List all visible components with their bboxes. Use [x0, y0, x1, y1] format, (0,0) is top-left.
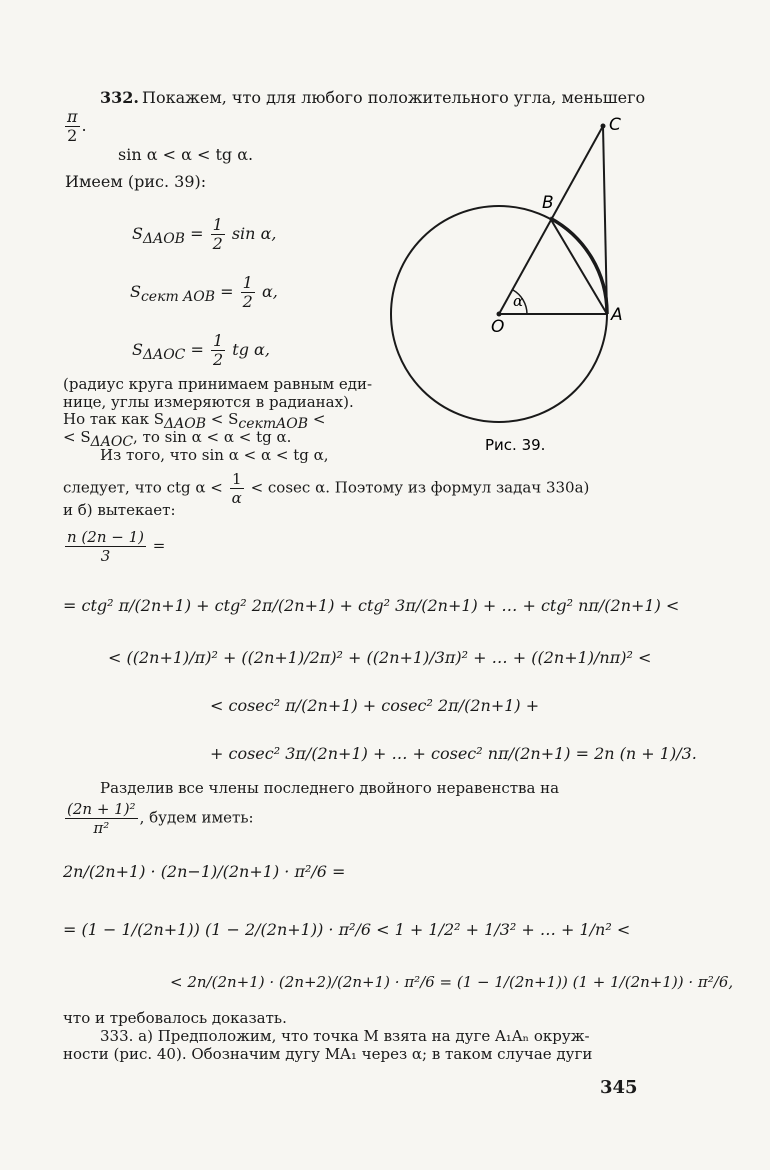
- area-aoc-formula: [132, 332, 270, 369]
- lhs-den: 3: [100, 547, 111, 565]
- follows-a: следует, что ctg α <: [63, 478, 223, 497]
- problem-intro: Покажем, что для любого положительного угла, меньшего: [142, 88, 646, 107]
- label-b: B: [542, 193, 554, 213]
- area-aoc-rhs: tg α,: [232, 340, 270, 359]
- follows-den: α: [231, 489, 242, 507]
- qed-line: что и требовалось доказать.: [63, 1009, 287, 1027]
- label-c: C: [609, 115, 621, 135]
- pi-symbol: π: [67, 107, 78, 126]
- area-aoc-num: 1: [212, 331, 224, 350]
- lhs-formula: [63, 528, 165, 565]
- area-aob-eq: =: [190, 224, 204, 243]
- area-aoc-den: 2: [212, 350, 224, 369]
- label-o: O: [491, 317, 505, 337]
- area-aob-symbol: S: [132, 224, 143, 243]
- problem-333-line-2: ности (рис. 40). Обозначим дугу MA₁ через α; в таком случае дуги: [63, 1045, 593, 1063]
- follows-num: 1: [230, 470, 244, 489]
- inequality-row-1: = ctg² π/(2n+1) + ctg² 2π/(2n+1) + ctg² 3π/(2n+1) + … + ctg² nπ/(2n+1) <: [63, 596, 680, 615]
- inequality-row-3: < cosec² π/(2n+1) + cosec² 2π/(2n+1) +: [210, 696, 540, 715]
- radius-line-2: нице, углы измеряются в радианах).: [63, 393, 354, 411]
- but-line-2-a: < S: [63, 428, 91, 446]
- area-sector-num: 1: [242, 273, 253, 292]
- point-c: [601, 124, 606, 129]
- area-sector-formula: [130, 274, 278, 311]
- label-alpha: α: [513, 292, 524, 310]
- divide-line: Разделив все члены последнего двойного неравенства на: [100, 779, 560, 797]
- inequality-row-5: 2n/(2n+1) · (2n−1)/(2n+1) · π²/6 =: [63, 862, 346, 881]
- area-sector-sub: сект AOB: [140, 289, 216, 306]
- inequality-row-6: = (1 − 1/(2n+1)) (1 − 2/(2n+1)) · π²/6 < 1 + 1/2² + 1/3² + … + 1/n² <: [63, 920, 631, 939]
- two-symbol: 2: [67, 126, 78, 145]
- point-o: [497, 312, 502, 317]
- area-sector-rhs: α,: [261, 282, 278, 301]
- lhs-num: n (2n − 1): [67, 528, 144, 546]
- have-line: Имеем (рис. 39):: [65, 172, 207, 191]
- segment-ba: [550, 218, 607, 314]
- problem-number: 332.: [100, 88, 139, 107]
- area-sector-eq: =: [220, 282, 234, 301]
- inequality-row-7: < 2n/(2n+1) · (2n+2)/(2n+1) · π²/6 = (1 − 1/(2n+1)) (1 + 1/(2n+1)) · π²/6,: [170, 973, 734, 991]
- but-line-1-sub2: сектAOB: [238, 416, 309, 432]
- but-line-1-mid: < S: [206, 410, 239, 428]
- but-line-2-b: , то sin α < α < tg α.: [133, 428, 292, 446]
- inequality-row-4: + cosec² 3π/(2n+1) + … + cosec² nπ/(2n+1) = 2n (n + 1)/3.: [210, 744, 697, 763]
- area-sector-den: 2: [242, 292, 253, 311]
- label-a: A: [611, 305, 623, 325]
- divide-num: (2n + 1)²: [67, 800, 136, 818]
- problem-333-line-1: 333. а) Предположим, что точка M взята на дуге A₁Aₙ окруж-: [100, 1027, 590, 1045]
- follows-c: и б) вытекает:: [63, 501, 176, 519]
- area-aob-den: 2: [212, 234, 223, 253]
- main-inequality: sin α < α < tg α.: [118, 145, 254, 164]
- but-line-2-sub: ΔAOC: [90, 434, 134, 450]
- divide-formula: [63, 800, 254, 837]
- radius-line-1: (радиус круга принимаем равным еди-: [63, 375, 373, 393]
- but-line-1-a: Но так как S: [63, 410, 165, 428]
- area-aoc-symbol: S: [132, 340, 143, 359]
- figure-caption: Рис. 39.: [485, 436, 546, 454]
- area-sector-symbol: S: [130, 282, 141, 301]
- page-number: 345: [600, 1077, 638, 1098]
- area-aob-rhs: sin α,: [231, 224, 277, 243]
- lhs-eq: =: [152, 536, 166, 555]
- from-line: Из того, что sin α < α < tg α,: [100, 446, 329, 464]
- inequality-row-2: < ((2n+1)/π)² + ((2n+1)/2π)² + ((2n+1)/3π)² + … + ((2n+1)/nπ)² <: [108, 648, 652, 667]
- but-line-1-end: <: [308, 410, 326, 428]
- area-aob-num: 1: [212, 215, 223, 234]
- area-aoc-sub: ΔAOC: [142, 347, 186, 364]
- area-aob-formula: [132, 216, 276, 253]
- divide-den: π²: [93, 819, 110, 837]
- pi-over-two: $\frac{\pi}{2}$ .: [67, 107, 87, 145]
- divide-tail: , будем иметь:: [139, 808, 254, 827]
- but-line-1-sub1: ΔAOB: [164, 416, 207, 432]
- area-aob-sub: ΔAOB: [142, 231, 185, 248]
- follows-b: < cosec α. Поэтому из формул задач 330а): [250, 478, 590, 497]
- area-aoc-eq: =: [190, 340, 204, 359]
- figure-39: [385, 110, 645, 470]
